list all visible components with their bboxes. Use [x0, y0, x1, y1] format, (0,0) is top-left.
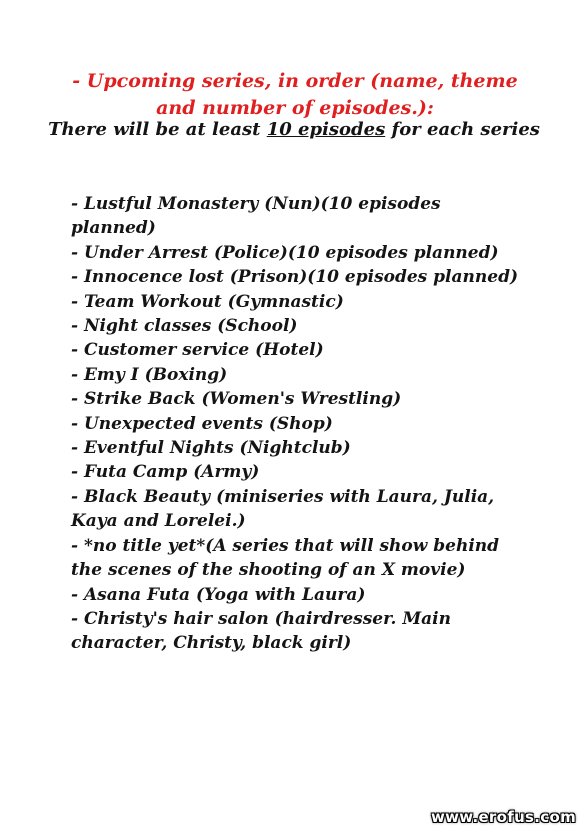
list-item: - Customer service (Hotel): [71, 340, 324, 361]
list-item: - Black Beauty (miniseries with Laura, Julia, Kaya and Lorelei.): [71, 486, 495, 532]
list-item: - Christy's hair salon (hairdresser. Main character, Christy, black girl): [71, 608, 451, 654]
list-item: - Unexpected events (Shop): [71, 413, 333, 434]
list-item: - Innocence lost (Prison)(10 episodes planned): [71, 267, 518, 288]
list-item: - Night classes (School): [71, 316, 298, 337]
upcoming-series-heading: - Upcoming series, in order (name, theme and number of episodes.):: [72, 70, 518, 119]
list-item: - Futa Camp (Army): [71, 462, 260, 483]
list-item: - Asana Futa (Yoga with Laura): [71, 584, 366, 605]
episodes-note-underlined: 10 episodes: [266, 119, 386, 140]
list-item: - Eventful Nights (Nightclub): [71, 438, 351, 459]
list-item: - Team Workout (Gymnastic): [71, 291, 344, 312]
list-item: - Emy I (Boxing): [71, 364, 228, 385]
episodes-note: [40, 118, 548, 142]
episodes-note-before: There will be at least: [48, 119, 267, 140]
list-item: - Strike Back (Women's Wrestling): [71, 389, 402, 410]
list-item: - Lustful Monastery (Nun)(10 episodes planned): [71, 194, 441, 239]
list-item: - Under Arrest (Police)(10 episodes planned): [71, 242, 499, 263]
series-list: [71, 192, 521, 656]
list-item: - *no title yet*(A series that will show behind the scenes of the shooting of an X movie): [71, 535, 500, 581]
watermark: www.erofus.com: [430, 808, 576, 826]
episodes-note-after: for each series: [385, 119, 540, 140]
